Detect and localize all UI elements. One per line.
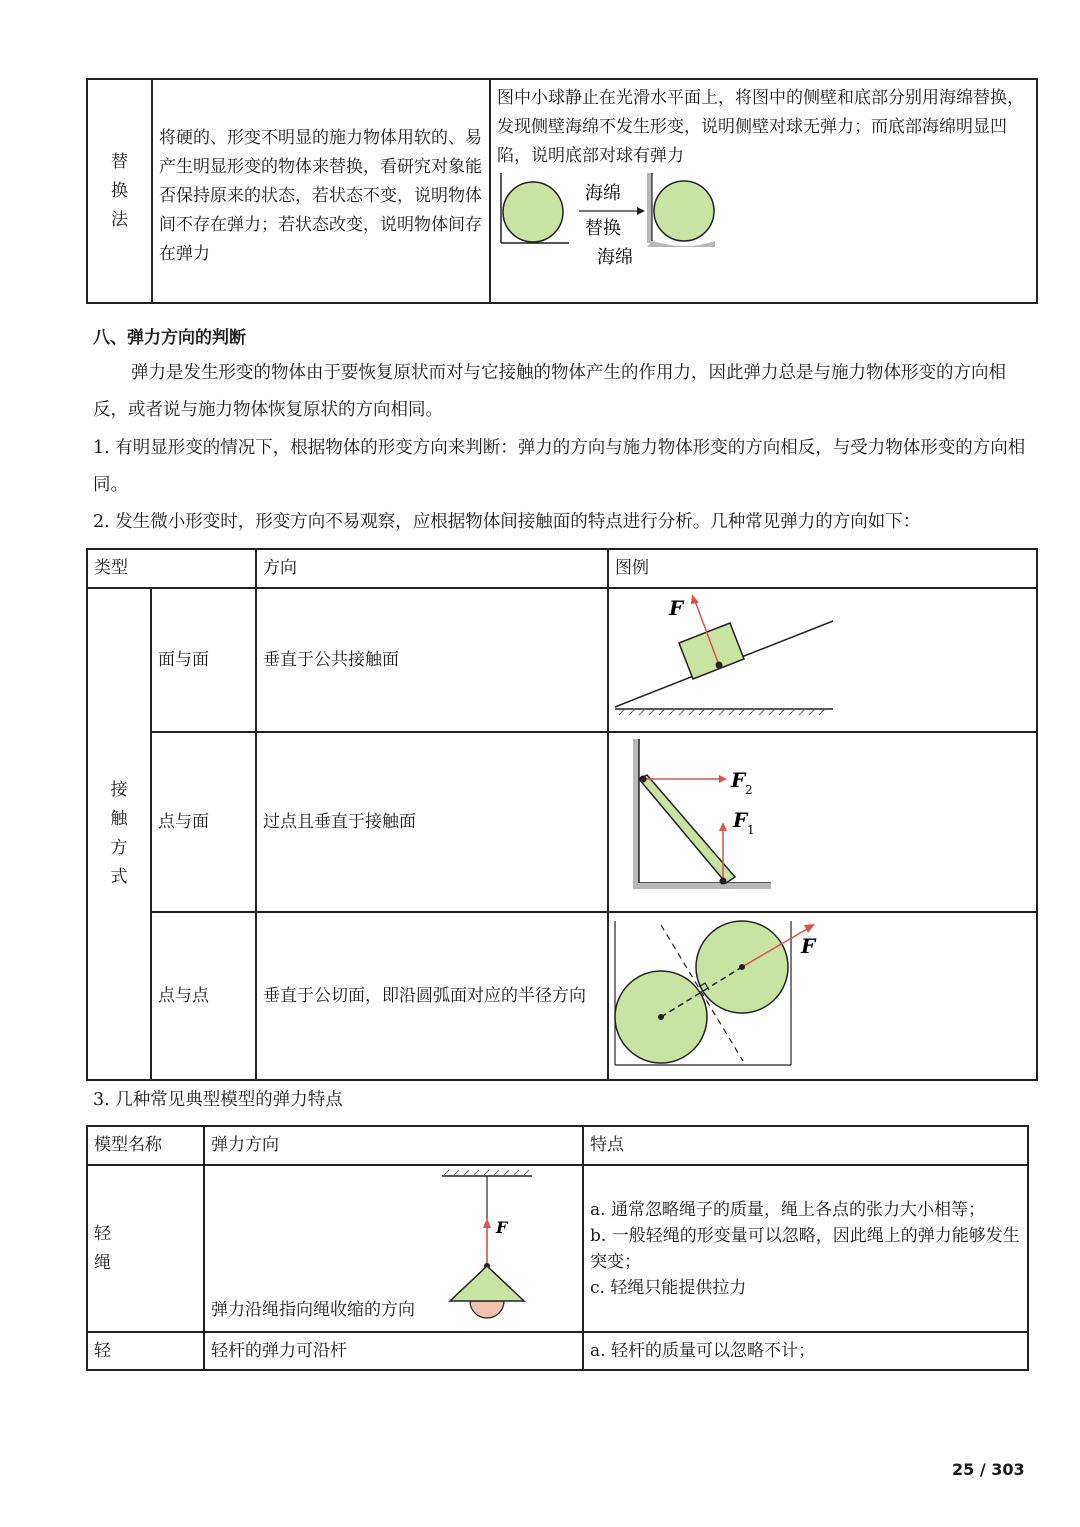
model-direction-text: 弹力沿绳指向绳收缩的方向 [211,1300,415,1320]
force-label-f: F [801,934,816,958]
header-direction: 方向 [256,549,608,588]
force-label-f: F [669,596,684,620]
method-char: 换 [111,180,128,201]
sponge-label: 海绵 [585,183,621,204]
group-char: 方 [110,838,128,858]
method-name-cell [87,79,152,303]
force-label-f: F [496,1218,508,1237]
method-char: 替 [111,151,128,172]
model-table [86,1125,1029,1371]
section-heading: 八、弹力方向的判断 [93,328,246,348]
direction-point-point: 垂直于公切面，即沿圆弧面对应的半径方向 [256,912,608,1080]
header-features: 特点 [583,1126,1028,1165]
point-3: 3. 几种常见典型模型的弹力特点 [93,1090,343,1110]
feature-item: a. 轻杆的质量可以忽略不计； [583,1332,1028,1370]
method-principle-cell [152,79,490,303]
model-features-cell [583,1165,1028,1332]
hanging-lamp-figure [440,1170,540,1320]
method-example-cell [490,79,1037,303]
type-point-point: 点与点 [151,912,256,1080]
method-principle-text: 将硬的、形变不明显的施力物体用软的、易产生明显形变的物体来替换，看研究对象能否保持原来的状态，若状态不变，说明物体间不存在弹力；若状态改变，说明物体间存在弹力 [159,127,482,264]
feature-item: b. 一般轻绳的形变量可以忽略，因此绳上的弹力能够发生突变； [590,1225,1020,1272]
contact-type-table [86,548,1038,1081]
model-name-char: 轻 [94,1340,111,1361]
page-number: 25 / 303 [952,1460,1025,1479]
section-intro: 弹力是发生形变的物体由于要恢复原状而对与它接触的物体产生的作用力，因此弹力总是与施力物体形变的方向相反，或者说与施力物体恢复原状的方向相同。 [93,363,1006,420]
replace-label: 替换 [585,218,621,239]
model-direction-text: 轻杆的弹力可沿杆 [204,1332,583,1370]
figure-cell [608,732,1037,912]
model-name-cell [87,1165,204,1332]
force-label-f2: F [731,768,746,792]
feature-item: c. 轻绳只能提供拉力 [590,1277,747,1298]
feature-item: a. 通常忽略绳子的质量，绳上各点的张力大小相等； [590,1199,985,1220]
sponge-label: 海绵 [597,247,633,268]
rod-against-wall-figure [609,733,1038,901]
header-force-direction: 弹力方向 [204,1126,583,1165]
type-point-surface: 点与面 [151,732,256,912]
figure-cell [608,588,1037,732]
model-direction-cell [204,1165,583,1332]
two-spheres-figure [609,913,1038,1069]
figure-cell [608,912,1037,1080]
force-subscript: 2 [745,783,753,797]
type-surface-surface: 面与面 [151,588,256,732]
block-on-incline-figure [609,589,1038,721]
group-char: 接 [110,780,128,800]
group-char: 式 [110,867,128,887]
header-figure: 图例 [608,549,1037,588]
model-name-cell [87,1332,204,1370]
direction-point-surface: 过点且垂直于接触面 [256,732,608,912]
method-char: 法 [111,209,128,230]
header-model-name: 模型名称 [87,1126,204,1165]
method-example-text: 图中小球静止在光滑水平面上，将图中的侧壁和底部分别用海绵替换，发现侧壁海绵不发生形变，说明侧壁对球无弹力；而底部海绵明显凹陷，说明底部对球有弹力 [497,88,1024,166]
group-char: 触 [110,809,128,829]
point-2: 2. 发生微小形变时，形变方向不易观察，应根据物体间接触面的特点进行分析。几种常见弹力的方向如下： [93,512,921,532]
force-subscript: 1 [747,823,755,837]
contact-group-cell [87,588,151,1080]
model-name-char: 绳 [94,1252,111,1273]
replacement-method-table [86,78,1038,304]
force-label-f1: F [733,808,748,832]
model-name-char: 轻 [94,1223,111,1244]
sponge-replacement-figure [497,171,717,271]
point-1: 1. 有明显形变的情况下，根据物体的形变方向来判断：弹力的方向与施力物体形变的方向相反，与受力物体形变的方向相同。 [93,438,1026,495]
header-type: 类型 [87,549,256,588]
direction-surface-surface: 垂直于公共接触面 [256,588,608,732]
